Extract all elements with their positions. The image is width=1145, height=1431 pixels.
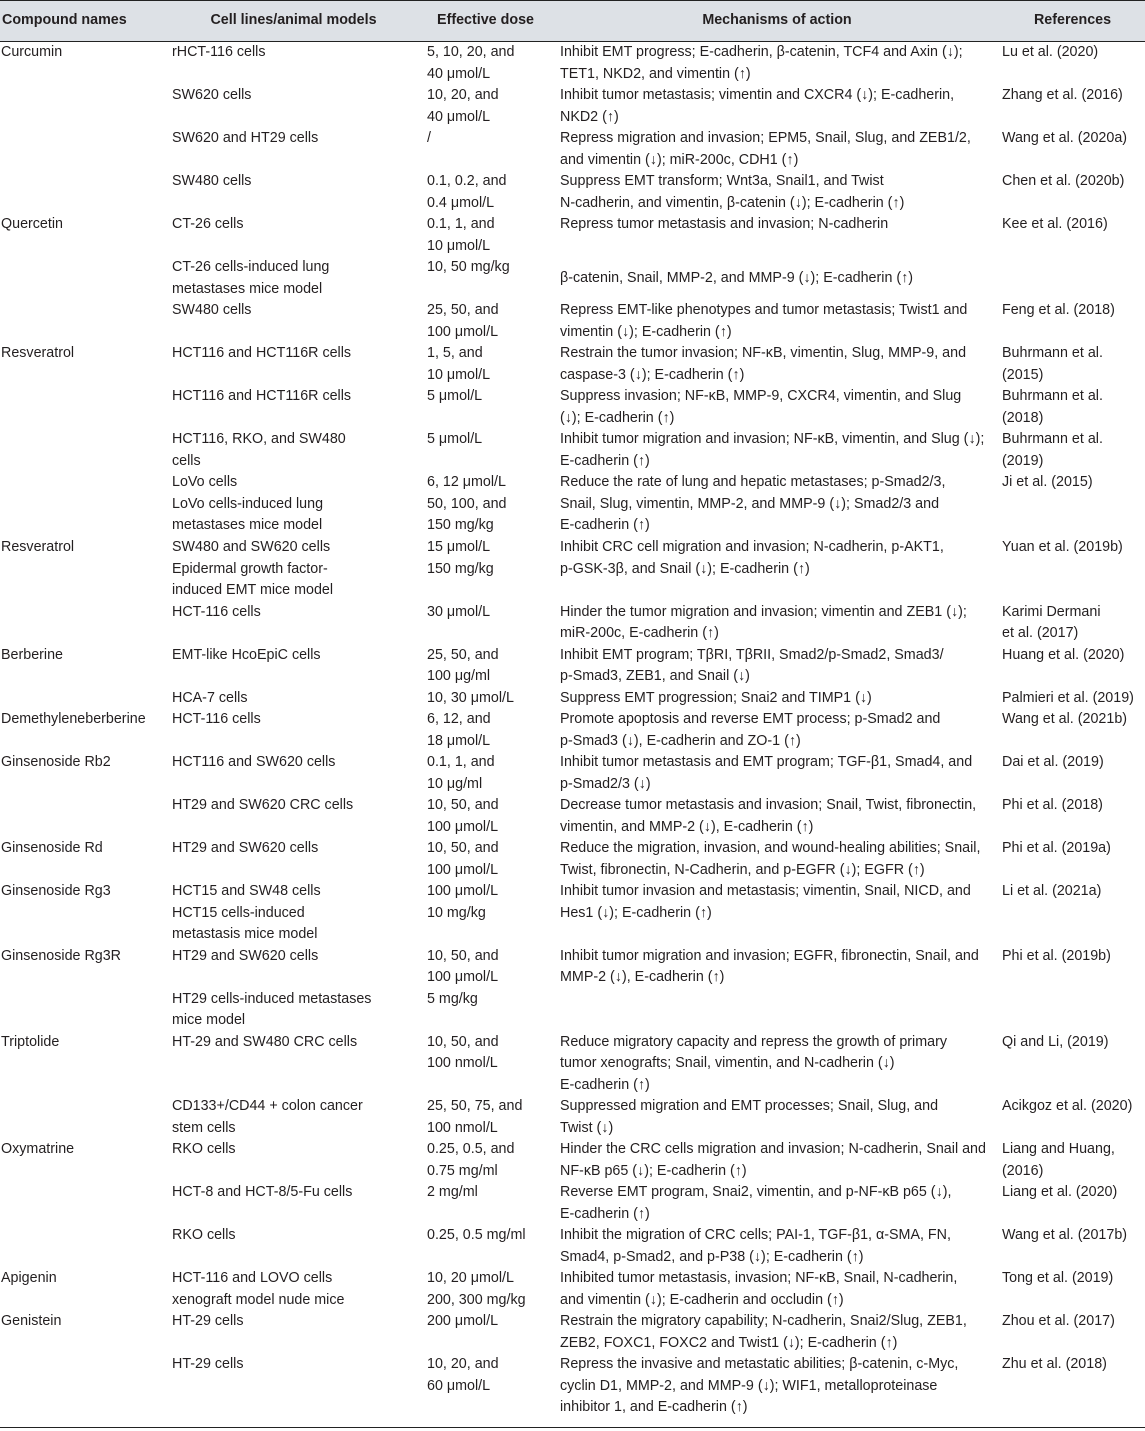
effective-dose: 0.1, 1, and 10 μg/ml bbox=[427, 754, 495, 792]
header-compound-names: Compound names bbox=[0, 1, 170, 42]
table-row bbox=[0, 602, 1145, 645]
mechanism: Suppressed migration and EMT processes; Snail, Slug, and Twist (↓) bbox=[560, 1098, 939, 1136]
table-row bbox=[0, 171, 1145, 214]
effective-dose: 10, 50, and 100 μmol/L bbox=[427, 840, 499, 878]
compound-name bbox=[0, 472, 170, 537]
mechanism bbox=[554, 989, 1000, 1032]
reference: Lu et al. (2020) bbox=[1002, 44, 1099, 60]
reference: Liang et al. (2020) bbox=[1002, 1184, 1118, 1200]
reference: Feng et al. (2018) bbox=[1002, 302, 1115, 318]
compound-name bbox=[0, 795, 170, 838]
effective-dose: 0.25, 0.5 mg/ml bbox=[427, 1227, 526, 1243]
effective-dose: 25, 50, and 100 μmol/L bbox=[427, 302, 499, 340]
effective-dose: 15 μmol/L 150 mg/kg bbox=[427, 539, 494, 577]
mechanism: Restrain the migratory capability; N-cadherin, Snai2/Slug, ZEB1, ZEB2, FOXC1, FOXC2 and Twist1 (↓); E-cadherin (↑) bbox=[560, 1313, 967, 1351]
cell-line: SW620 cells bbox=[172, 87, 252, 103]
table-row bbox=[0, 537, 1145, 602]
effective-dose: 10, 30 μmol/L bbox=[427, 689, 514, 706]
mechanism: Reverse EMT program, Snai2, vimentin, and p-NF-κB p65 (↓), E-cadherin (↑) bbox=[560, 1184, 952, 1222]
header-row bbox=[0, 1, 1145, 42]
reference: Buhrmann et al. (2015) bbox=[1002, 345, 1103, 383]
table-row bbox=[0, 1268, 1145, 1311]
cell-line: HT29 and SW620 cells bbox=[172, 947, 319, 964]
effective-dose: 6, 12 μmol/L 50, 100, and 150 mg/kg bbox=[427, 474, 507, 533]
mechanism: Repress the invasive and metastatic abilities; β-catenin, c-Myc, cyclin D1, MMP-2, and MMP-9 (↓); WIF1, metalloproteinase inhibitor 1, and E-cadherin (↑) bbox=[554, 1354, 1000, 1427]
mechanism: Inhibit the migration of CRC cells; PAI-1, TGF-β1, α-SMA, FN, Smad4, p-Smad2, and p-P38 (↓); E-cadherin (↑) bbox=[560, 1227, 951, 1265]
effective-dose: 10, 50 mg/kg bbox=[427, 259, 510, 275]
effective-dose: 0.25, 0.5, and 0.75 mg/ml bbox=[427, 1141, 515, 1179]
table-body bbox=[0, 42, 1145, 1428]
compound-name bbox=[0, 386, 170, 429]
table-row bbox=[0, 128, 1145, 171]
compound-name bbox=[0, 1182, 170, 1225]
mechanism: Inhibit EMT progress; E-cadherin, β-catenin, TCF4 and Axin (↓); TET1, NKD2, and vimentin (↑) bbox=[560, 44, 963, 82]
mechanism: Inhibit tumor metastasis and EMT program; TGF-β1, Smad4, and p-Smad2/3 (↓) bbox=[560, 754, 973, 792]
reference: Yuan et al. (2019b) bbox=[1002, 539, 1123, 555]
effective-dose: 6, 12, and 18 μmol/L bbox=[427, 711, 491, 749]
cell-line: HT29 cells-induced metastases mice model bbox=[172, 990, 372, 1028]
mechanism: Hinder the CRC cells migration and invasion; N-cadherin, Snail and NF-κB p65 (↓); E-cadherin (↑) bbox=[560, 1141, 986, 1179]
header-cell-lines: Cell lines/animal models bbox=[170, 1, 417, 42]
table-row bbox=[0, 472, 1145, 537]
effective-dose: 5 mg/kg bbox=[427, 990, 478, 1007]
compound-name: Demethyleneberberine bbox=[1, 711, 146, 727]
reference: Li et al. (2021a) bbox=[1002, 883, 1102, 899]
cell-line: HCT116 and SW620 cells bbox=[172, 754, 336, 770]
effective-dose: 5, 10, 20, and 40 μmol/L bbox=[427, 44, 515, 82]
effective-dose: 0.1, 0.2, and 0.4 μmol/L bbox=[427, 173, 507, 211]
mechanism: Suppress EMT progression; Snai2 and TIMP1 (↓) bbox=[560, 689, 872, 706]
reference: Phi et al. (2019a) bbox=[1002, 840, 1111, 856]
table-row bbox=[0, 1354, 1145, 1427]
compound-name: Oxymatrine bbox=[1, 1141, 75, 1157]
compound-name bbox=[0, 602, 170, 645]
compound-name: Curcumin bbox=[1, 44, 63, 60]
table-row bbox=[0, 946, 1145, 989]
reference: Wang et al. (2021b) bbox=[1002, 711, 1128, 727]
compound-name bbox=[0, 257, 170, 300]
effective-dose: 0.1, 1, and 10 μmol/L bbox=[427, 216, 495, 254]
reference: Dai et al. (2019) bbox=[1002, 754, 1104, 770]
table-row bbox=[0, 989, 1145, 1032]
compound-name: Ginsenoside Rb2 bbox=[1, 754, 111, 770]
cell-line: HCT116 and HCT116R cells bbox=[172, 388, 352, 404]
reference: Buhrmann et al. (2019) bbox=[1002, 431, 1103, 469]
table-row bbox=[0, 1311, 1145, 1354]
header-references: References bbox=[1000, 1, 1145, 42]
mechanism: Inhibit tumor invasion and metastasis; vimentin, Snail, NICD, and Hes1 (↓); E-cadherin (↑) bbox=[560, 883, 971, 921]
compound-name: Ginsenoside Rg3R bbox=[1, 947, 122, 964]
mechanism: Inhibit tumor migration and invasion; NF-κB, vimentin, and Slug (↓); E-cadherin (↑) bbox=[560, 431, 985, 469]
cell-line: HT29 and SW620 CRC cells bbox=[172, 797, 354, 813]
effective-dose: 10, 20, and 60 μmol/L bbox=[417, 1354, 554, 1427]
cell-line: RKO cells bbox=[172, 1227, 236, 1243]
effective-dose: 10, 20, and 40 μmol/L bbox=[427, 87, 499, 125]
effective-dose: 5 μmol/L bbox=[427, 388, 483, 404]
cell-line: HT-29 and SW480 CRC cells bbox=[172, 1033, 358, 1050]
mechanism: Hinder the tumor migration and invasion; vimentin and ZEB1 (↓); miR-200c, E-cadherin (↑) bbox=[560, 603, 967, 641]
table-row bbox=[0, 300, 1145, 343]
mechanism: Inhibit tumor metastasis; vimentin and CXCR4 (↓); E-cadherin, NKD2 (↑) bbox=[560, 87, 955, 125]
reference: Phi et al. (2019b) bbox=[1002, 947, 1111, 964]
cell-line: HT-29 cells bbox=[170, 1354, 417, 1427]
table-row bbox=[0, 343, 1145, 386]
effective-dose: 10, 50, and 100 μmol/L bbox=[427, 947, 499, 985]
table-row bbox=[0, 429, 1145, 472]
reference: Wang et al. (2020a) bbox=[1002, 130, 1128, 146]
mechanism: Reduce migratory capacity and repress the growth of primary tumor xenografts; Snail, vimentin, and N-cadherin (↓) E-cadherin (↑) bbox=[560, 1033, 947, 1093]
cell-line: HCT-116 cells bbox=[172, 603, 261, 620]
table-row bbox=[0, 1096, 1145, 1139]
compound-name: Apigenin bbox=[1, 1270, 57, 1286]
cell-line: HT-29 cells bbox=[172, 1313, 244, 1329]
reference: Phi et al. (2018) bbox=[1002, 797, 1103, 813]
cell-line: HCT-116 and LOVO cells xenograft model nude mice bbox=[172, 1270, 345, 1308]
effective-dose: 10, 50, and 100 nmol/L bbox=[427, 1033, 499, 1071]
effective-dose: 2 mg/ml bbox=[427, 1184, 478, 1200]
reference: Kee et al. (2016) bbox=[1002, 216, 1108, 232]
mechanism: Inhibit CRC cell migration and invasion; N-cadherin, p-AKT1, p-GSK-3β, and Snail (↓); E-cadherin (↑) bbox=[560, 539, 944, 577]
table-row bbox=[0, 42, 1145, 86]
cell-line: HCA-7 cells bbox=[172, 689, 248, 706]
mechanism: Repress tumor metastasis and invasion; N-cadherin bbox=[560, 216, 889, 232]
table-row bbox=[0, 795, 1145, 838]
effective-dose: 100 μmol/L 10 mg/kg bbox=[427, 883, 499, 921]
reference: Ji et al. (2015) bbox=[1002, 474, 1093, 490]
table-row bbox=[0, 1139, 1145, 1182]
table-row bbox=[0, 1182, 1145, 1225]
compound-name: Triptolide bbox=[1, 1033, 60, 1050]
reference: Buhrmann et al. (2018) bbox=[1002, 388, 1103, 426]
compound-name: Quercetin bbox=[1, 216, 63, 232]
cell-line: SW620 and HT29 cells bbox=[172, 130, 319, 146]
cell-line: CD133+/CD44 + colon cancer stem cells bbox=[172, 1098, 363, 1136]
mechanism: Reduce the rate of lung and hepatic metastases; p-Smad2/3, Snail, Slug, vimentin, MMP-2, and MMP-9 (↓); Smad2/3 and E-cadherin (↑) bbox=[560, 474, 946, 533]
compound-name bbox=[0, 1354, 170, 1427]
reference: Zhou et al. (2017) bbox=[1002, 1313, 1115, 1329]
mechanism: Promote apoptosis and reverse EMT process; p-Smad2 and p-Smad3 (↓), E-cadherin and ZO-1 (↑) bbox=[560, 711, 941, 749]
table-row bbox=[0, 214, 1145, 257]
mechanism: Restrain the tumor invasion; NF-κB, vimentin, Slug, MMP-9, and caspase-3 (↓); E-cadherin (↑) bbox=[560, 345, 967, 383]
compound-name: Berberine bbox=[1, 646, 63, 663]
compound-name bbox=[0, 85, 170, 128]
effective-dose: / bbox=[427, 130, 431, 146]
compound-name: Ginsenoside Rg3 bbox=[1, 883, 111, 899]
reference bbox=[1000, 257, 1145, 300]
effective-dose: 200 μmol/L bbox=[427, 1313, 499, 1329]
effective-dose: 10, 20 μmol/L 200, 300 mg/kg bbox=[427, 1270, 526, 1308]
compound-name bbox=[0, 1225, 170, 1268]
effective-dose: 10, 50, and 100 μmol/L bbox=[427, 797, 499, 835]
cell-line: EMT-like HcoEpiC cells bbox=[172, 646, 321, 663]
mechanism: β-catenin, Snail, MMP-2, and MMP-9 (↓); E-cadherin (↑) bbox=[560, 270, 914, 286]
reference: Qi and Li, (2019) bbox=[1002, 1033, 1109, 1050]
mechanism: Decrease tumor metastasis and invasion; Snail, Twist, fibronectin, vimentin, and MMP-2 (↓), E-cadherin (↑) bbox=[560, 797, 977, 835]
table-row bbox=[0, 386, 1145, 429]
effective-dose: 30 μmol/L bbox=[427, 603, 491, 620]
cell-line: HCT116, RKO, and SW480 cells bbox=[172, 431, 346, 469]
compound-name: Resveratrol bbox=[1, 345, 75, 361]
table-row bbox=[0, 688, 1145, 710]
cell-line: SW480 and SW620 cells Epidermal growth factor- induced EMT mice model bbox=[172, 539, 334, 598]
reference: Tong et al. (2019) bbox=[1002, 1270, 1114, 1286]
reference: Wang et al. (2017b) bbox=[1002, 1227, 1128, 1243]
mechanism: Inhibit tumor migration and invasion; EGFR, fibronectin, Snail, and MMP-2 (↓), E-cadherin (↑) bbox=[560, 947, 979, 985]
reference: Liang and Huang, (2016) bbox=[1002, 1141, 1115, 1179]
compound-name bbox=[0, 171, 170, 214]
reference: Acikgoz et al. (2020) bbox=[1002, 1098, 1133, 1114]
mechanism: Inhibit EMT program; TβRI, TβRII, Smad2/p-Smad2, Smad3/ p-Smad3, ZEB1, and Snail (↓) bbox=[560, 646, 944, 684]
reference: Karimi Dermani et al. (2017) bbox=[1002, 603, 1101, 641]
cell-line: HCT15 and SW48 cells HCT15 cells-induced metastasis mice model bbox=[172, 883, 321, 942]
cell-line: HT29 and SW620 cells bbox=[172, 840, 319, 856]
cell-line: CT-26 cells bbox=[172, 216, 244, 232]
effective-dose: 25, 50, and 100 μg/ml bbox=[427, 646, 499, 684]
reference bbox=[1000, 989, 1145, 1032]
compound-name bbox=[0, 1096, 170, 1139]
mechanism: Inhibited tumor metastasis, invasion; NF-κB, Snail, N-cadherin, and vimentin (↓); E-cadherin and occludin (↑) bbox=[560, 1270, 958, 1308]
table-row bbox=[0, 838, 1145, 881]
mechanism: Suppress invasion; NF-κB, MMP-9, CXCR4, vimentin, and Slug (↓); E-cadherin (↑) bbox=[560, 388, 962, 426]
cell-line: RKO cells bbox=[172, 1141, 236, 1157]
table-row bbox=[0, 1032, 1145, 1097]
reference: Zhang et al. (2016) bbox=[1002, 87, 1123, 103]
reference: Palmieri et al. (2019) bbox=[1002, 689, 1134, 706]
cell-line: LoVo cells LoVo cells-induced lung metastases mice model bbox=[172, 474, 324, 533]
compound-name: Genistein bbox=[1, 1313, 62, 1329]
compound-name: Resveratrol bbox=[1, 539, 75, 555]
cell-line: HCT-116 cells bbox=[172, 711, 261, 727]
effective-dose: 1, 5, and 10 μmol/L bbox=[427, 345, 491, 383]
effective-dose: 25, 50, 75, and 100 nmol/L bbox=[427, 1098, 523, 1136]
table-row bbox=[0, 709, 1145, 752]
table-row bbox=[0, 645, 1145, 688]
cell-line: rHCT-116 cells bbox=[172, 44, 266, 60]
mechanism: Repress migration and invasion; EPM5, Snail, Slug, and ZEB1/2, and vimentin (↓); miR-200c, CDH1 (↑) bbox=[560, 130, 971, 168]
effective-dose: 5 μmol/L bbox=[427, 431, 483, 447]
table-row bbox=[0, 257, 1145, 300]
compound-name bbox=[0, 429, 170, 472]
compound-name bbox=[0, 989, 170, 1032]
mechanism: Repress EMT-like phenotypes and tumor metastasis; Twist1 and vimentin (↓); E-cadherin (↑) bbox=[560, 302, 968, 340]
reference: Zhu et al. (2018) bbox=[1000, 1354, 1145, 1427]
header-effective-dose: Effective dose bbox=[417, 1, 554, 42]
cell-line: HCT-8 and HCT-8/5-Fu cells bbox=[172, 1184, 353, 1200]
cell-line: SW480 cells bbox=[172, 173, 252, 189]
reference: Huang et al. (2020) bbox=[1002, 646, 1125, 663]
cell-line: HCT116 and HCT116R cells bbox=[172, 345, 352, 361]
table-row bbox=[0, 881, 1145, 946]
cell-line: CT-26 cells-induced lung metastases mice model bbox=[172, 259, 330, 297]
compound-name bbox=[0, 128, 170, 171]
header-mechanisms: Mechanisms of action bbox=[554, 1, 1000, 42]
compound-name bbox=[0, 300, 170, 343]
table-row bbox=[0, 752, 1145, 795]
compound-name: Ginsenoside Rd bbox=[1, 840, 103, 856]
mechanism: Reduce the migration, invasion, and wound-healing abilities; Snail, Twist, fibronectin, N-Cadherin, and p-EGFR (↓); EGFR (↑) bbox=[560, 840, 981, 878]
reference: Chen et al. (2020b) bbox=[1002, 173, 1125, 189]
table-row bbox=[0, 85, 1145, 128]
cell-line: SW480 cells bbox=[172, 302, 252, 318]
mechanism: Suppress EMT transform; Wnt3a, Snail1, and Twist N-cadherin, and vimentin, β-catenin (↓); E-cadherin (↑) bbox=[560, 173, 905, 211]
table-row bbox=[0, 1225, 1145, 1268]
compound-name bbox=[0, 688, 170, 710]
